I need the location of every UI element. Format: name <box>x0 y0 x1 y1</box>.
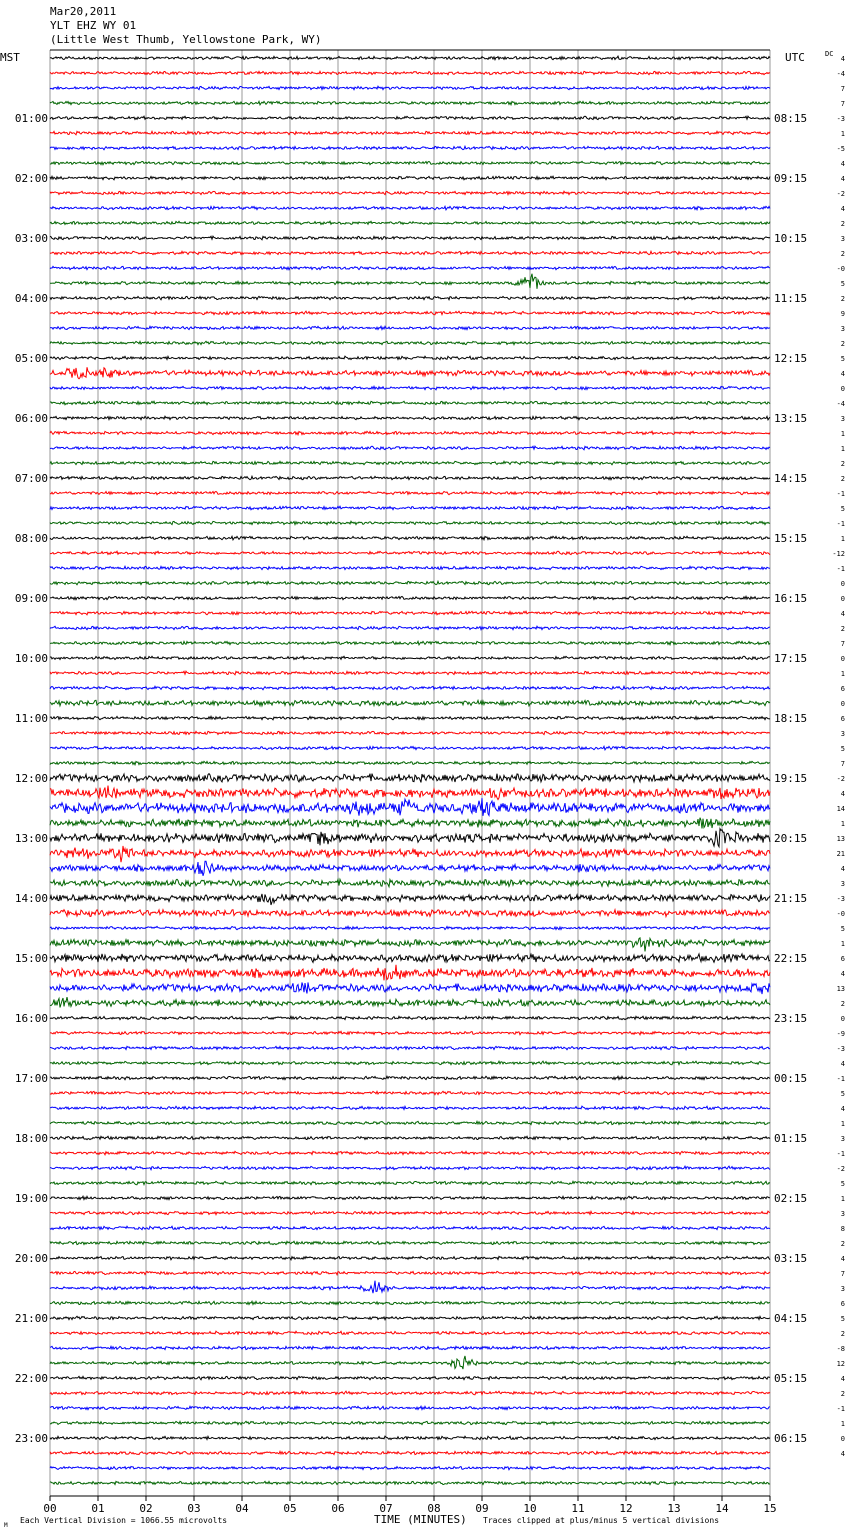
dc-offset-value: -8 <box>836 1345 845 1353</box>
trace-row-71 <box>50 1121 770 1124</box>
trace-row-11 <box>50 221 770 224</box>
trace-row-95 <box>50 1481 770 1484</box>
left-hour-label: 02:00 <box>14 172 48 185</box>
x-tick-label: 14 <box>715 1502 729 1515</box>
trace-row-88 <box>50 1376 770 1379</box>
trace-row-68 <box>50 1076 770 1079</box>
right-hour-label: 08:15 <box>774 112 808 125</box>
dc-offset-value: -4 <box>836 400 845 408</box>
trace-row-22 <box>50 386 770 389</box>
trace-row-72 <box>50 1136 770 1139</box>
left-hour-label: 08:00 <box>14 532 48 545</box>
trace-row-73 <box>50 1151 770 1154</box>
trace-row-15 <box>50 274 770 289</box>
trace-row-32 <box>50 536 770 540</box>
dc-offset-value: 5 <box>840 505 845 513</box>
trace-row-82 <box>50 1281 770 1293</box>
dc-offset-value: 5 <box>840 745 845 753</box>
dc-offset-value: -0 <box>836 910 845 918</box>
dc-offset-value: 5 <box>840 355 845 363</box>
trace-row-23 <box>50 401 770 404</box>
trace-row-6 <box>50 146 770 149</box>
trace-row-13 <box>50 251 770 254</box>
trace-row-87 <box>50 1356 770 1369</box>
trace-row-62 <box>50 982 770 994</box>
trace-row-75 <box>50 1181 770 1184</box>
dc-offset-value: 5 <box>840 1315 845 1323</box>
trace-row-85 <box>50 1331 770 1334</box>
x-axis-title: TIME (MINUTES) <box>374 1513 467 1526</box>
right-hour-label: 01:15 <box>774 1132 808 1145</box>
trace-row-69 <box>50 1091 770 1094</box>
left-hour-label: 20:00 <box>14 1252 48 1265</box>
dc-offset-value: 0 <box>840 385 845 393</box>
trace-row-37 <box>50 611 770 615</box>
dc-offset-value: 2 <box>840 475 845 483</box>
dc-offset-value: 4 <box>840 790 845 798</box>
trace-row-31 <box>50 521 770 524</box>
dc-offset-value: 14 <box>836 805 845 813</box>
right-timezone-label: UTC <box>785 51 805 64</box>
dc-offset-value: -3 <box>836 895 845 903</box>
left-timezone-label: MST <box>0 51 20 64</box>
trace-row-70 <box>50 1106 770 1109</box>
station-code: YLT EHZ WY 01 <box>50 19 137 32</box>
dc-offset-value: 1 <box>840 445 845 453</box>
dc-offset-value: 4 <box>840 370 845 378</box>
x-tick-label: 03 <box>187 1502 201 1515</box>
right-hour-label: 19:15 <box>774 772 808 785</box>
plot-date: Mar20,2011 <box>50 5 117 18</box>
trace-row-54 <box>50 861 770 876</box>
trace-row-9 <box>50 191 770 194</box>
trace-row-93 <box>50 1451 770 1454</box>
trace-row-51 <box>50 818 770 829</box>
trace-row-61 <box>50 965 770 981</box>
trace-row-90 <box>50 1406 770 1409</box>
trace-row-55 <box>50 879 770 886</box>
station-location: (Little West Thumb, Yellowstone Park, WY) <box>50 33 322 46</box>
dc-offset-value: 1 <box>840 1195 845 1203</box>
trace-row-83 <box>50 1301 770 1304</box>
left-hour-label: 09:00 <box>14 592 48 605</box>
left-hour-label: 22:00 <box>14 1372 48 1385</box>
dc-offset-value: -1 <box>836 1075 845 1083</box>
dc-offset-value: 3 <box>840 730 845 738</box>
left-hour-label: 23:00 <box>14 1432 48 1445</box>
dc-offset-value: 4 <box>840 175 845 183</box>
dc-offset-value: -12 <box>832 550 845 558</box>
dc-offset-value: 12 <box>836 1360 845 1368</box>
dc-offset-value: -2 <box>836 775 845 783</box>
dc-offset-value: 1 <box>840 130 845 138</box>
trace-row-42 <box>50 686 770 689</box>
dc-offset-value: 7 <box>840 1270 845 1278</box>
trace-row-25 <box>50 431 770 434</box>
right-hour-label: 03:15 <box>774 1252 808 1265</box>
dc-offset-value: 3 <box>840 1135 845 1143</box>
x-tick-label: 05 <box>283 1502 297 1515</box>
right-hour-label: 13:15 <box>774 412 808 425</box>
dc-offset-value: 6 <box>840 955 845 963</box>
right-hour-label: 23:15 <box>774 1012 808 1025</box>
dc-offset-value: 0 <box>840 580 845 588</box>
trace-row-24 <box>50 416 770 420</box>
trace-row-30 <box>50 506 770 509</box>
dc-offset-value: 5 <box>840 280 845 288</box>
dc-offset-value: 4 <box>840 55 845 63</box>
dc-offset-value: -5 <box>836 145 845 153</box>
left-hour-label: 06:00 <box>14 412 48 425</box>
dc-offset-value: 2 <box>840 1000 845 1008</box>
dc-offset-value: 0 <box>840 655 845 663</box>
dc-offset-value: 0 <box>840 595 845 603</box>
left-hour-label: 15:00 <box>14 952 48 965</box>
trace-row-92 <box>50 1436 770 1439</box>
trace-row-34 <box>50 566 770 569</box>
right-hour-label: 17:15 <box>774 652 808 665</box>
right-hour-label: 05:15 <box>774 1372 808 1385</box>
dc-offset-value: 2 <box>840 340 845 348</box>
dc-offset-value: 1 <box>840 670 845 678</box>
trace-row-3 <box>50 101 770 105</box>
trace-row-46 <box>50 746 770 749</box>
dc-column-label: DC <box>825 50 834 58</box>
trace-row-57 <box>50 910 770 917</box>
right-hour-label: 20:15 <box>774 832 808 845</box>
trace-row-40 <box>50 656 770 659</box>
dc-offset-value: -3 <box>836 115 845 123</box>
dc-offset-value: 3 <box>840 235 845 243</box>
trace-row-76 <box>50 1196 770 1199</box>
dc-offset-value: 4 <box>840 1060 845 1068</box>
trace-row-16 <box>50 296 770 299</box>
dc-offset-value: -2 <box>836 190 845 198</box>
dc-offset-value: 3 <box>840 1210 845 1218</box>
dc-offset-value: 4 <box>840 205 845 213</box>
left-hour-label: 13:00 <box>14 832 48 845</box>
dc-offset-value: 1 <box>840 535 845 543</box>
trace-row-10 <box>50 206 770 210</box>
dc-offset-value: 3 <box>840 415 845 423</box>
trace-row-19 <box>50 341 770 344</box>
dc-offset-value: 1 <box>840 820 845 828</box>
left-hour-label: 11:00 <box>14 712 48 725</box>
dc-offset-value: 0 <box>840 700 845 708</box>
dc-offset-value: 1 <box>840 1420 845 1428</box>
dc-offset-value: 6 <box>840 685 845 693</box>
right-hour-label: 12:15 <box>774 352 808 365</box>
trace-row-58 <box>50 926 770 929</box>
right-hour-label: 04:15 <box>774 1312 808 1325</box>
trace-row-48 <box>50 774 770 783</box>
trace-row-77 <box>50 1211 770 1214</box>
trace-row-60 <box>50 954 770 963</box>
x-tick-label: 11 <box>571 1502 585 1515</box>
x-tick-label: 13 <box>667 1502 681 1515</box>
x-tick-label: 10 <box>523 1502 537 1515</box>
trace-row-52 <box>50 829 770 847</box>
dc-offset-value: 6 <box>840 715 845 723</box>
dc-offset-value: 0 <box>840 1435 845 1443</box>
left-hour-label: 05:00 <box>14 352 48 365</box>
dc-offset-value: 4 <box>840 1105 845 1113</box>
left-hour-label: 04:00 <box>14 292 48 305</box>
right-hour-label: 22:15 <box>774 952 808 965</box>
dc-offset-value: 3 <box>840 1285 845 1293</box>
right-hour-label: 14:15 <box>774 472 808 485</box>
trace-row-2 <box>50 86 770 89</box>
trace-row-49 <box>50 786 770 800</box>
dc-offset-value: -4 <box>836 70 845 78</box>
dc-offset-value: 2 <box>840 295 845 303</box>
trace-row-89 <box>50 1391 770 1395</box>
trace-row-47 <box>50 761 770 764</box>
trace-row-64 <box>50 1016 770 1019</box>
dc-offset-value: -3 <box>836 1045 845 1053</box>
dc-offset-value: 5 <box>840 925 845 933</box>
trace-row-59 <box>50 938 770 952</box>
dc-offset-value: -9 <box>836 1030 845 1038</box>
left-hour-label: 07:00 <box>14 472 48 485</box>
trace-row-91 <box>50 1421 770 1424</box>
trace-row-67 <box>50 1061 770 1065</box>
trace-row-1 <box>50 71 770 74</box>
left-hour-label: 01:00 <box>14 112 48 125</box>
dc-offset-value: 7 <box>840 640 845 648</box>
trace-row-66 <box>50 1046 770 1049</box>
trace-row-94 <box>50 1466 770 1470</box>
trace-row-45 <box>50 731 770 734</box>
right-hour-label: 06:15 <box>774 1432 808 1445</box>
dc-offset-value: -1 <box>836 490 845 498</box>
trace-row-38 <box>50 626 770 629</box>
dc-offset-value: 7 <box>840 100 845 108</box>
x-tick-label: 02 <box>139 1502 153 1515</box>
corner-mark: M <box>4 1522 8 1529</box>
dc-offset-value: 4 <box>840 160 845 168</box>
trace-row-78 <box>50 1226 770 1229</box>
trace-row-84 <box>50 1316 770 1319</box>
trace-row-80 <box>50 1256 770 1259</box>
dc-offset-value: 0 <box>840 1015 845 1023</box>
x-tick-label: 12 <box>619 1502 633 1515</box>
trace-row-33 <box>50 551 770 555</box>
dc-offset-value: 13 <box>836 985 845 993</box>
clip-note: Traces clipped at plus/minus 5 vertical divisions <box>483 1516 720 1525</box>
trace-row-53 <box>50 846 770 862</box>
x-tick-label: 07 <box>379 1502 393 1515</box>
dc-offset-value: 6 <box>840 1300 845 1308</box>
right-hour-label: 15:15 <box>774 532 808 545</box>
dc-offset-value: 7 <box>840 760 845 768</box>
left-hour-label: 19:00 <box>14 1192 48 1205</box>
trace-row-39 <box>50 641 770 645</box>
trace-row-50 <box>50 798 770 816</box>
x-tick-label: 15 <box>763 1502 777 1515</box>
x-tick-label: 09 <box>475 1502 489 1515</box>
dc-offset-value: 2 <box>840 1330 845 1338</box>
x-tick-label: 08 <box>427 1502 441 1515</box>
dc-offset-value: 2 <box>840 1390 845 1398</box>
dc-offset-value: 8 <box>840 1225 845 1233</box>
scale-note: Each Vertical Division = 1066.55 microvolts <box>20 1516 228 1525</box>
trace-row-29 <box>50 491 770 494</box>
trace-row-20 <box>50 356 770 359</box>
trace-row-65 <box>50 1031 770 1035</box>
dc-offset-value: 4 <box>840 1375 845 1383</box>
trace-row-36 <box>50 596 770 599</box>
trace-row-17 <box>50 311 770 315</box>
trace-row-43 <box>50 700 770 706</box>
trace-row-56 <box>50 894 770 905</box>
dc-offset-value: -0 <box>836 265 845 273</box>
x-tick-label: 01 <box>91 1502 105 1515</box>
right-hour-label: 00:15 <box>774 1072 808 1085</box>
right-hour-label: 18:15 <box>774 712 808 725</box>
left-hour-label: 16:00 <box>14 1012 48 1025</box>
dc-offset-value: 2 <box>840 625 845 633</box>
trace-row-8 <box>50 176 770 180</box>
trace-row-44 <box>50 716 770 720</box>
dc-offset-value: 9 <box>840 310 845 318</box>
dc-offset-value: 2 <box>840 220 845 228</box>
trace-row-4 <box>50 116 770 119</box>
trace-row-12 <box>50 236 770 240</box>
dc-offset-value: -1 <box>836 565 845 573</box>
dc-offset-value: -1 <box>836 520 845 528</box>
left-hour-label: 14:00 <box>14 892 48 905</box>
left-hour-label: 12:00 <box>14 772 48 785</box>
dc-offset-value: 3 <box>840 325 845 333</box>
right-hour-label: 11:15 <box>774 292 808 305</box>
trace-row-41 <box>50 671 770 675</box>
dc-offset-value: 1 <box>840 1120 845 1128</box>
trace-row-0 <box>50 56 770 60</box>
dc-offset-value: -1 <box>836 1405 845 1413</box>
dc-offset-value: 4 <box>840 1450 845 1458</box>
right-hour-label: 02:15 <box>774 1192 808 1205</box>
dc-offset-value: 5 <box>840 1090 845 1098</box>
dc-offset-value: 1 <box>840 940 845 948</box>
right-hour-label: 10:15 <box>774 232 808 245</box>
dc-offset-value: 4 <box>840 1255 845 1263</box>
trace-row-86 <box>50 1346 770 1349</box>
trace-row-14 <box>50 266 770 269</box>
right-hour-label: 21:15 <box>774 892 808 905</box>
trace-row-28 <box>50 476 770 479</box>
trace-row-81 <box>50 1271 770 1274</box>
dc-offset-value: 4 <box>840 610 845 618</box>
dc-offset-value: 2 <box>840 460 845 468</box>
x-tick-label: 04 <box>235 1502 249 1515</box>
dc-offset-value: 4 <box>840 970 845 978</box>
right-hour-label: 09:15 <box>774 172 808 185</box>
trace-row-63 <box>50 997 770 1007</box>
dc-offset-value: 3 <box>840 880 845 888</box>
left-hour-label: 17:00 <box>14 1072 48 1085</box>
trace-row-26 <box>50 446 770 450</box>
dc-offset-value: 2 <box>840 1240 845 1248</box>
dc-offset-value: 4 <box>840 865 845 873</box>
dc-offset-value: -2 <box>836 1165 845 1173</box>
trace-row-35 <box>50 581 770 584</box>
right-hour-label: 16:15 <box>774 592 808 605</box>
dc-offset-value: 21 <box>836 850 845 858</box>
dc-offset-value: 2 <box>840 250 845 258</box>
dc-offset-value: 7 <box>840 85 845 93</box>
trace-row-18 <box>50 326 770 329</box>
dc-offset-value: 1 <box>840 430 845 438</box>
dc-offset-value: 5 <box>840 1180 845 1188</box>
left-hour-label: 21:00 <box>14 1312 48 1325</box>
trace-row-21 <box>50 367 770 379</box>
trace-row-7 <box>50 161 770 164</box>
x-tick-label: 00 <box>43 1502 57 1515</box>
left-hour-label: 18:00 <box>14 1132 48 1145</box>
left-hour-label: 10:00 <box>14 652 48 665</box>
trace-row-74 <box>50 1166 770 1170</box>
trace-row-5 <box>50 131 770 135</box>
left-hour-label: 03:00 <box>14 232 48 245</box>
dc-offset-value: -1 <box>836 1150 845 1158</box>
x-tick-label: 06 <box>331 1502 345 1515</box>
trace-row-27 <box>50 461 770 464</box>
trace-row-79 <box>50 1241 770 1244</box>
dc-offset-value: 13 <box>836 835 845 843</box>
